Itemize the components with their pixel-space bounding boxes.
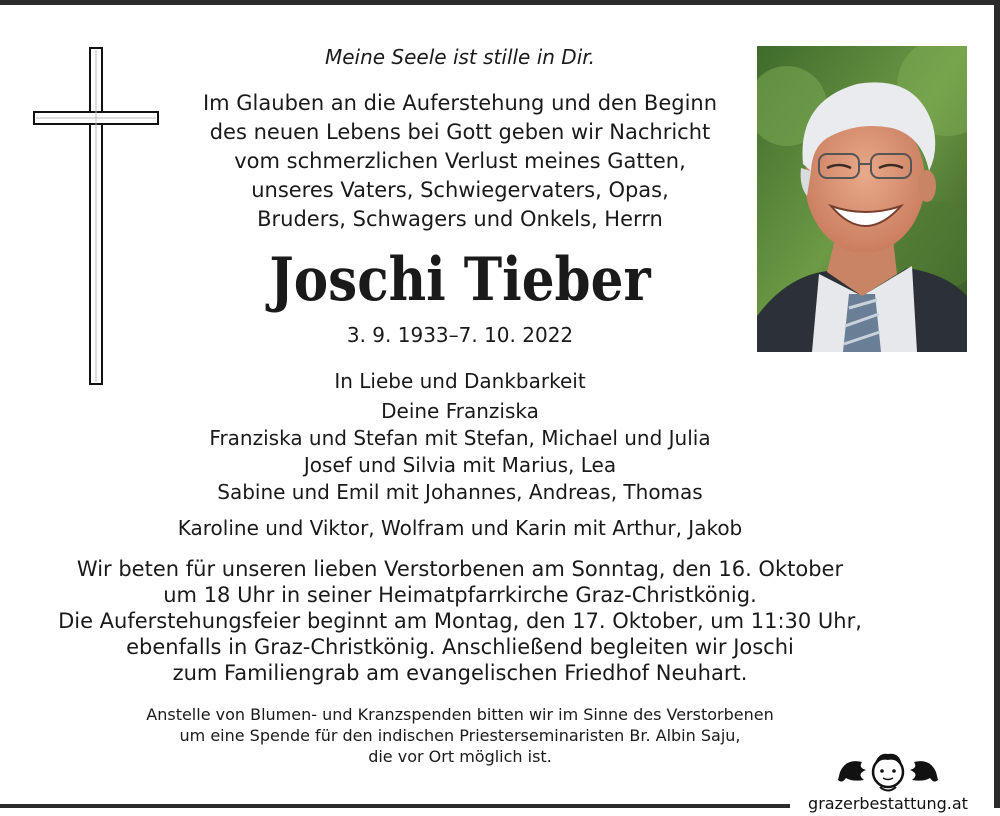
service-line: Die Auferstehungsfeier beginnt am Montag, den 17. Oktober, um 11:30 Uhr, xyxy=(58,609,862,633)
donation-note xyxy=(60,704,860,767)
service-line: zum Familiengrab am evangelischen Friedhof Neuhart. xyxy=(172,661,748,685)
cross-icon xyxy=(32,46,162,388)
family-line: Franziska und Stefan mit Stefan, Michael und Julia xyxy=(209,426,711,450)
family-line: Josef und Silvia mit Marius, Lea xyxy=(303,453,617,477)
family-line: Sabine und Emil mit Johannes, Andreas, Thomas xyxy=(217,480,703,504)
service-details xyxy=(40,556,880,686)
frame-right-border xyxy=(994,0,1000,808)
intro-line: des neuen Lebens bei Gott geben wir Nachricht xyxy=(209,120,711,144)
frame-top-border xyxy=(0,0,1000,5)
service-line: um 18 Uhr in seiner Heimatpfarrkirche Graz-Christkönig. xyxy=(163,583,757,607)
portrait-photo xyxy=(757,46,967,352)
deceased-name: Joschi Tieber xyxy=(269,245,651,315)
intro-text xyxy=(170,89,750,234)
note-line: die vor Ort möglich ist. xyxy=(368,747,552,766)
thanks-line: In Liebe und Dankbarkeit xyxy=(334,369,586,393)
angel-logo-icon xyxy=(836,744,940,800)
intro-line: Bruders, Schwagers und Onkels, Herrn xyxy=(257,207,663,231)
family-list xyxy=(110,398,810,542)
motto-verse: Meine Seele ist stille in Dir. xyxy=(324,45,596,69)
website-link[interactable]: grazerbestattung.at xyxy=(808,794,968,813)
intro-line: Im Glauben an die Auferstehung und den Beginn xyxy=(202,91,718,115)
family-line: Karoline und Viktor, Wolfram und Karin mit Arthur, Jakob xyxy=(177,516,743,540)
note-line: Anstelle von Blumen- und Kranzspenden bitten wir im Sinne des Verstorbenen xyxy=(146,705,774,724)
intro-line: unseres Vaters, Schwiegervaters, Opas, xyxy=(251,178,669,202)
intro-line: vom schmerzlichen Verlust meines Gatten, xyxy=(234,149,686,173)
note-line: um eine Spende für den indischen Priesterseminaristen Br. Albin Saju, xyxy=(179,726,741,745)
frame-bottom-border xyxy=(0,804,790,808)
service-line: Wir beten für unseren lieben Verstorbenen am Sonntag, den 16. Oktober xyxy=(76,557,844,581)
service-line: ebenfalls in Graz-Christkönig. Anschließend begleiten wir Joschi xyxy=(126,635,794,659)
family-line: Deine Franziska xyxy=(381,399,539,423)
life-dates: 3. 9. 1933–7. 10. 2022 xyxy=(346,323,574,347)
